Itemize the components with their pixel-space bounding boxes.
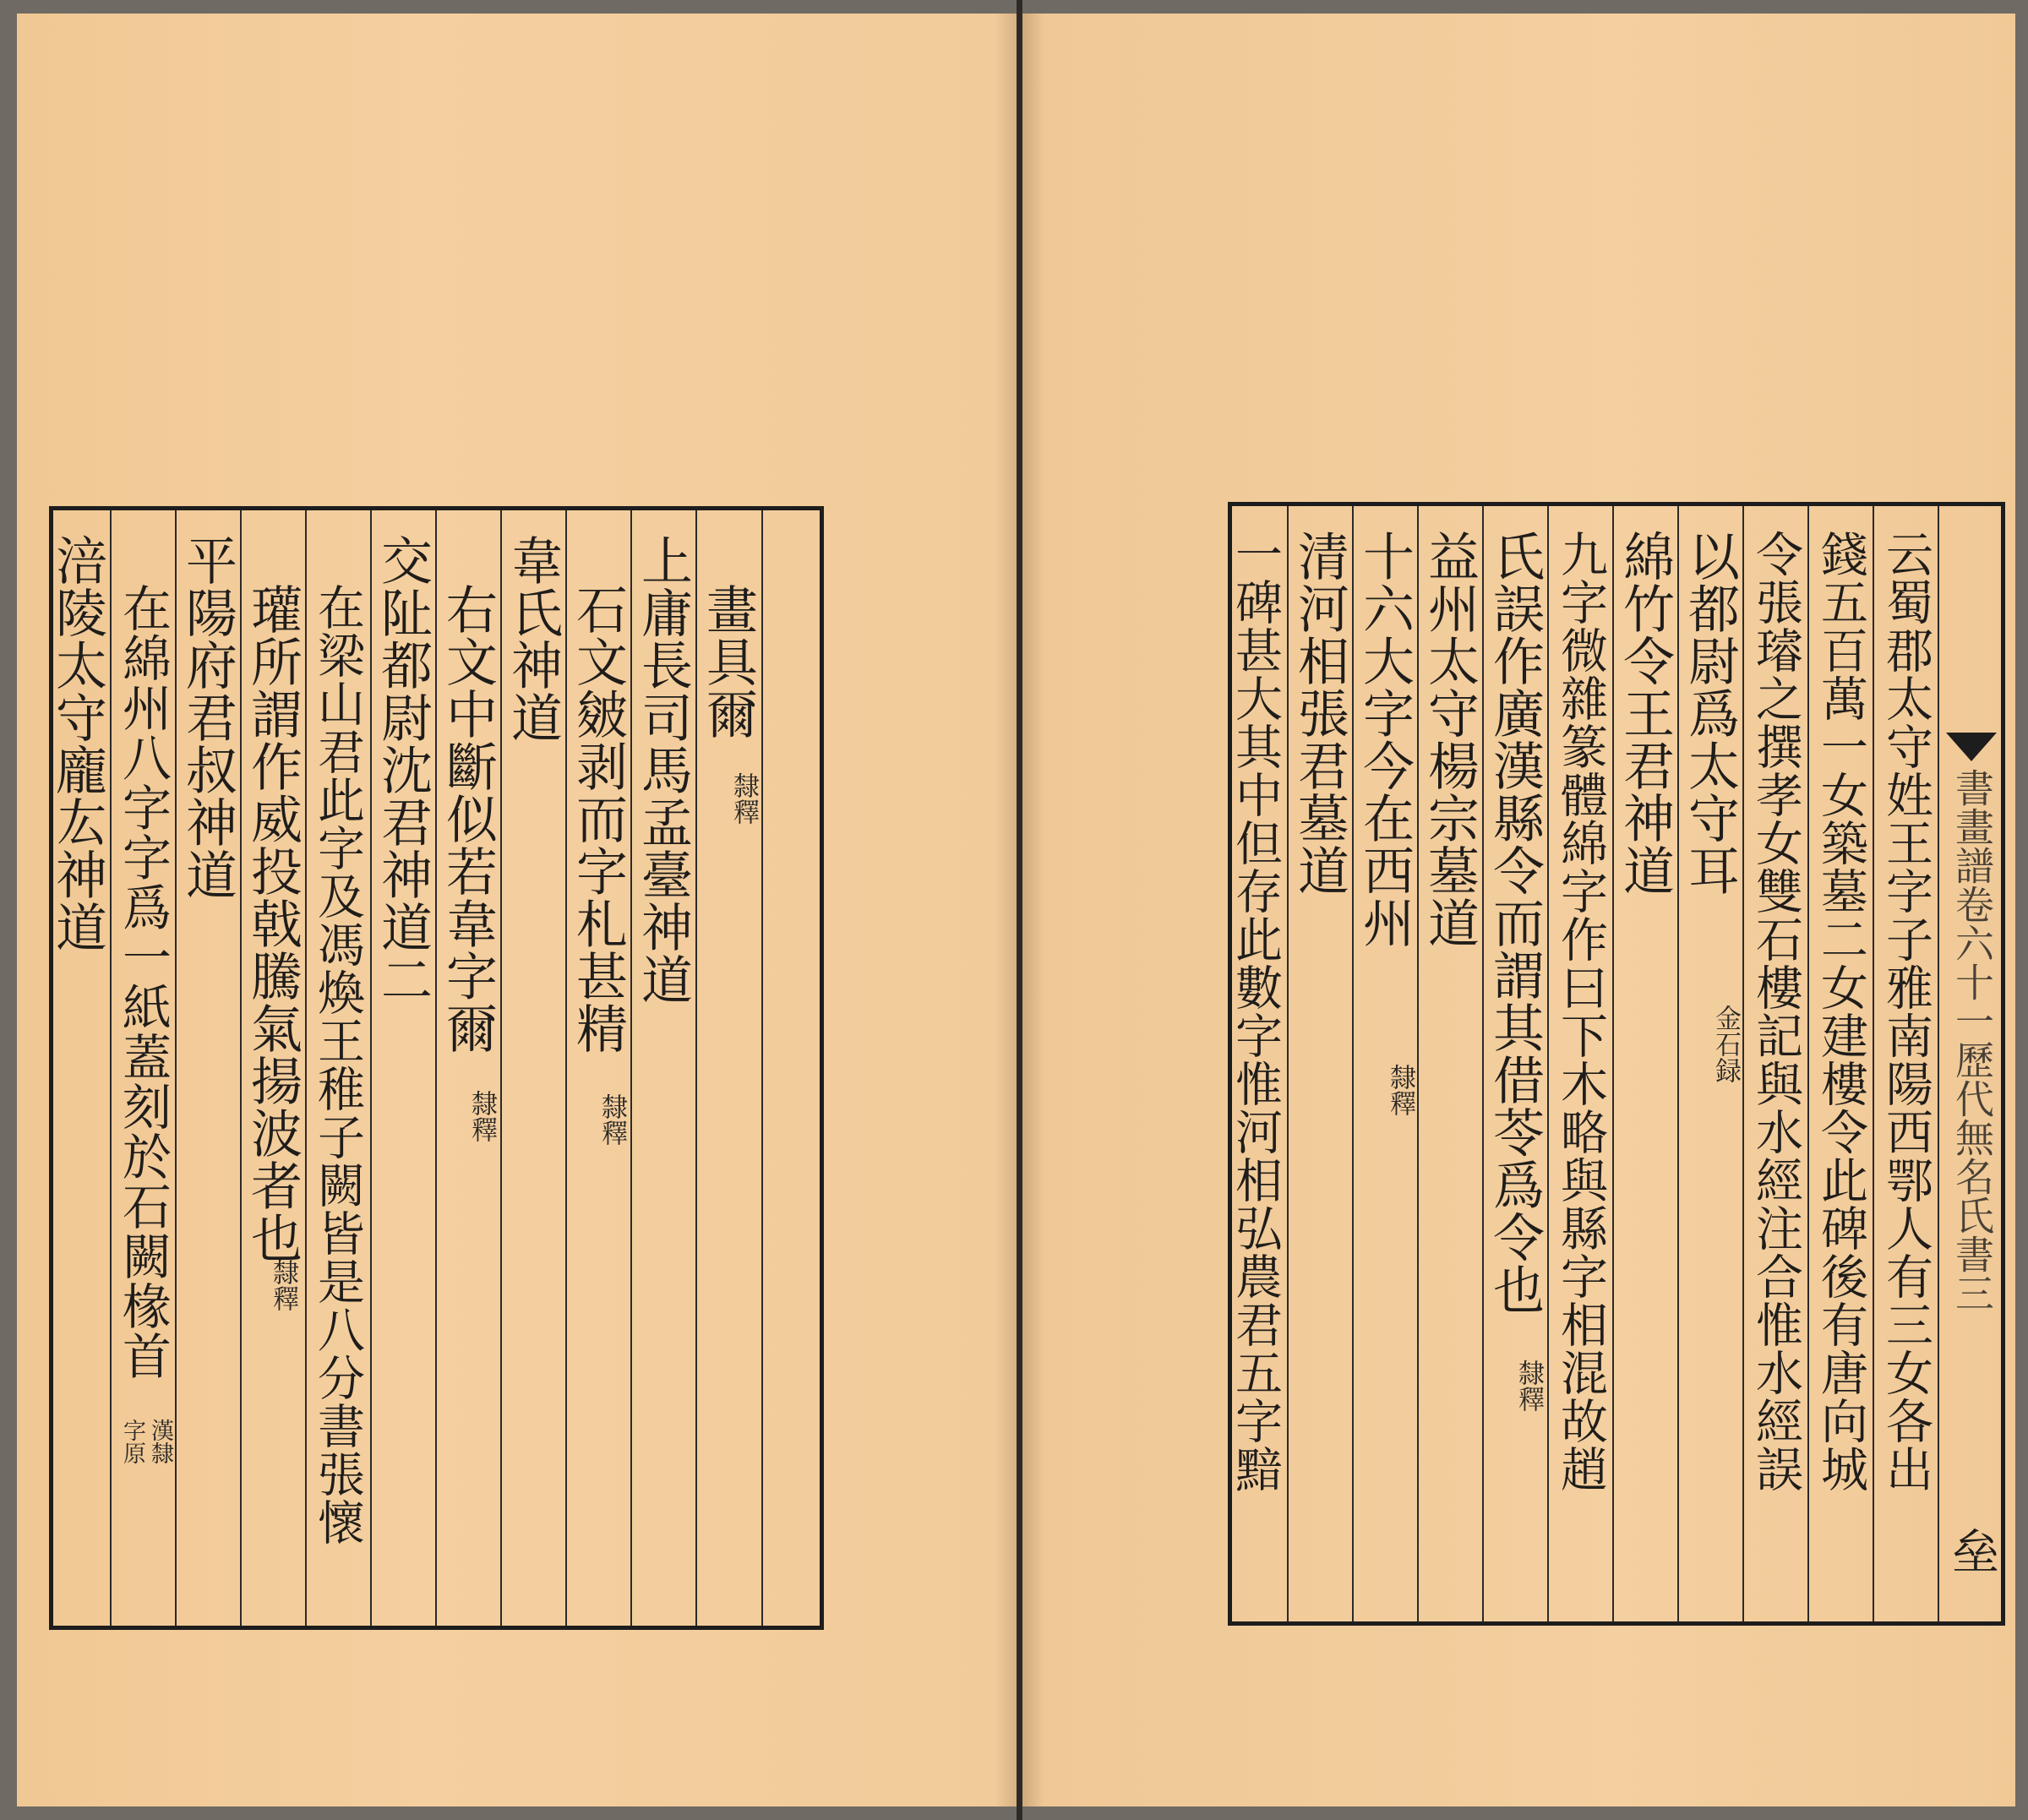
- right-text-frame: [1228, 502, 2005, 1626]
- right-column-9: [1352, 506, 1417, 1621]
- column-annotation: 隸釋: [466, 1090, 497, 1142]
- right-page: [1022, 14, 2015, 1806]
- column-main-text: 氏誤作廣漢縣令而謂其借苓爲令也: [1485, 530, 1545, 1316]
- column-main-text: 錢五百萬一女築墓二女建樓令此碑後有唐向城: [1813, 530, 1868, 1493]
- center-strip: [1938, 506, 2005, 1621]
- right-column-2: [1807, 506, 1873, 1621]
- column-main-text: 云蜀郡太守姓王字子雅南陽西鄂人有三女各出: [1878, 530, 1933, 1493]
- left-frame-edge: [761, 510, 828, 1626]
- column-main-text: 涪陵太守龐厷神道: [47, 534, 107, 953]
- column-annotation: 隸釋: [268, 1259, 298, 1311]
- column-main-text: 清河相張君墓道: [1289, 530, 1349, 896]
- column-main-text: 在梁山君此字及馮煥王稚子闕皆是八分書張懷: [310, 583, 365, 1546]
- column-main-text: 瓘所謂作威投戟騰氣揚波者也: [243, 583, 303, 1264]
- left-column-4: [500, 510, 565, 1626]
- left-column-9: [175, 510, 240, 1626]
- left-text-frame: [49, 506, 824, 1630]
- right-column-5: [1612, 506, 1677, 1621]
- column-main-text: 右文中斷似若韋字爾: [438, 583, 498, 1054]
- column-main-text: 平陽府君叔神道: [177, 534, 237, 901]
- left-column-11: [47, 510, 110, 1626]
- right-column-7: [1482, 506, 1547, 1621]
- book-gutter: [1017, 0, 1022, 1820]
- folio-number: 垒: [1944, 1527, 1999, 1574]
- column-annotation: 隸釋: [1513, 1360, 1544, 1412]
- left-column-1: [695, 510, 760, 1626]
- left-column-6: [370, 510, 435, 1626]
- left-column-8: [240, 510, 305, 1626]
- right-column-10: [1287, 506, 1352, 1621]
- column-annotation: 隸釋: [1385, 1064, 1415, 1116]
- column-annotation: 漢隸 字原: [119, 1419, 173, 1464]
- left-column-2: [630, 510, 695, 1626]
- right-column-6: [1547, 506, 1612, 1621]
- left-page: [17, 14, 1017, 1806]
- column-main-text: 在綿州八字字爲一紙蓋刻於石闕椽首: [114, 583, 172, 1381]
- fish-tail-mark: [1946, 733, 1997, 761]
- column-annotation: 隸釋: [597, 1093, 627, 1146]
- column-main-text: 石文皴剥而字札甚精: [568, 583, 628, 1054]
- left-column-5: [435, 510, 500, 1626]
- left-column-7: [305, 510, 370, 1626]
- left-column-3: [565, 510, 630, 1626]
- right-column-1: [1873, 506, 1938, 1621]
- column-main-text: 綿竹令王君神道: [1615, 530, 1675, 896]
- left-column-10: [110, 510, 175, 1626]
- center-strip-title: 書畫譜卷六十一歷代無名氏書三: [1949, 768, 1995, 1312]
- column-main-text: 以都尉爲太守耳: [1680, 530, 1740, 896]
- right-column-4: [1677, 506, 1742, 1621]
- right-column-11: [1228, 506, 1287, 1621]
- column-annotation: 金石録: [1710, 1005, 1741, 1083]
- column-main-text: 十六大字今在西州: [1355, 530, 1415, 949]
- column-main-text: 益州太守楊宗墓道: [1420, 530, 1480, 949]
- column-annotation: 隸釋: [728, 772, 759, 825]
- column-main-text: 一碑甚大其中但存此數字惟河相弘農君五字黯: [1228, 530, 1283, 1493]
- column-main-text: 畫具爾: [698, 583, 758, 740]
- column-main-text: 令張璿之撰孝女雙石樓記與水經注合惟水經誤: [1748, 530, 1803, 1493]
- right-column-3: [1742, 506, 1807, 1621]
- right-column-8: [1417, 506, 1482, 1621]
- column-main-text: 韋氏神道: [503, 534, 563, 744]
- column-main-text: 交阯都尉沈君神道二: [373, 534, 433, 1005]
- column-main-text: 九字微雜篆體綿字作曰下木略與縣字相混故趙: [1553, 530, 1608, 1493]
- column-main-text: 上庸長司馬孟臺神道: [633, 534, 693, 1005]
